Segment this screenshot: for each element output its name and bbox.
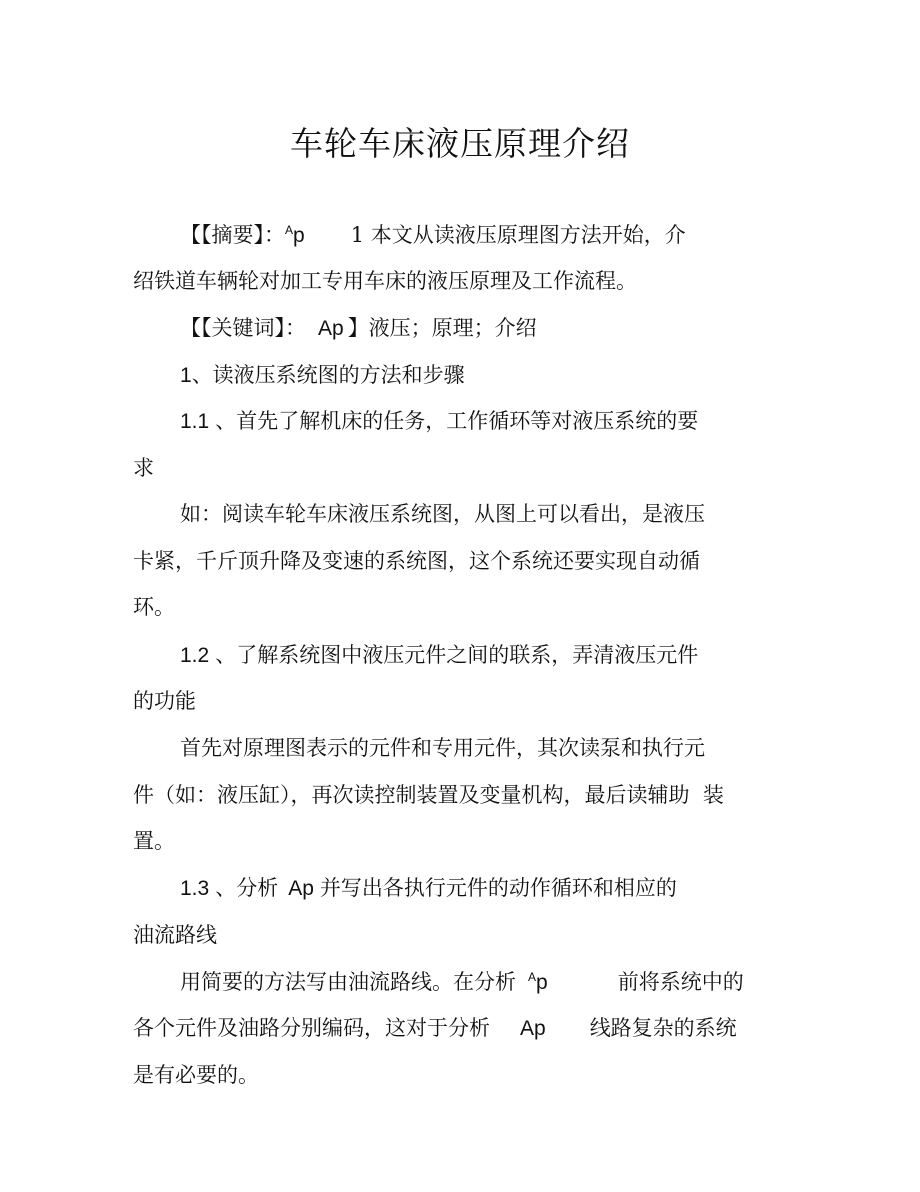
document-title: 车轮车床液压原理介绍 xyxy=(290,124,630,163)
section-1-2-heading-line-2: 的功能 xyxy=(133,689,196,713)
abstract-text-1: 1 本文从读液压原理图方法开始，介 xyxy=(350,223,686,247)
keywords-text: 】液压；原理；介绍 xyxy=(347,316,537,340)
keywords-label: 【【关键词】： xyxy=(180,316,306,340)
section-1-3-body-line-3: 是有必要的。 xyxy=(133,1063,259,1087)
section-1-3-body-marker-2: Ap xyxy=(520,1017,546,1040)
section-1-1-heading-line-1: 1.1 、首先了解机床的任务，工作循环等对液压系统的要 xyxy=(180,409,699,433)
section-1-heading: 1、读液压系统图的方法和步骤 xyxy=(180,363,465,387)
keywords-marker: Ap xyxy=(318,317,344,340)
abstract-marker: $^A$p xyxy=(285,223,305,247)
section-1-1-body-line-3: 环。 xyxy=(133,595,175,619)
section-1-2-heading-line-1: 1.2 、了解系统图中液压元件之间的联系，弄清液压元件 xyxy=(180,643,699,667)
abstract-line-1 xyxy=(180,220,686,253)
abstract-label: 【【摘要】： xyxy=(180,223,285,247)
section-1-3-body-marker-1: $^A$p xyxy=(528,970,548,994)
section-1-2-body-line-3: 置。 xyxy=(133,829,175,853)
section-1-1-body-line-2: 卡紧，千斤顶升降及变速的系统图，这个系统还要实现自动循 xyxy=(133,549,700,573)
section-1-2-body-line-1: 首先对原理图表示的元件和专用元件，其次读泵和执行元 xyxy=(180,736,705,760)
section-1-2-body-line-2: 件（如：液压缸），再次读控制装置及变量机构，最后读辅助 装 xyxy=(133,783,724,807)
section-1-1-body-line-1: 如：阅读车轮车床液压系统图，从图上可以看出，是液压 xyxy=(180,502,705,526)
section-1-1-heading-line-2: 求 xyxy=(133,456,154,480)
section-1-3-marker: Ap xyxy=(288,877,314,900)
section-1-3-heading-line-1: 1.3 、分析 Ap 并写出各执行元件的动作循环和相应的 xyxy=(180,876,677,900)
section-1-3-body-line-2: 各个元件及油路分别编码，这对于分析 Ap 线路复杂的系统 xyxy=(133,1016,737,1040)
keywords-line xyxy=(180,313,537,344)
section-1-3-heading-line-2: 油流路线 xyxy=(133,923,217,947)
section-1-3-body-line-1: 用简要的方法写由油流路线。在分析 $^A$p 前将系统中的 xyxy=(180,970,744,994)
abstract-line-2: 绍铁道车辆轮对加工专用车床的液压原理及工作流程。 xyxy=(133,269,637,293)
